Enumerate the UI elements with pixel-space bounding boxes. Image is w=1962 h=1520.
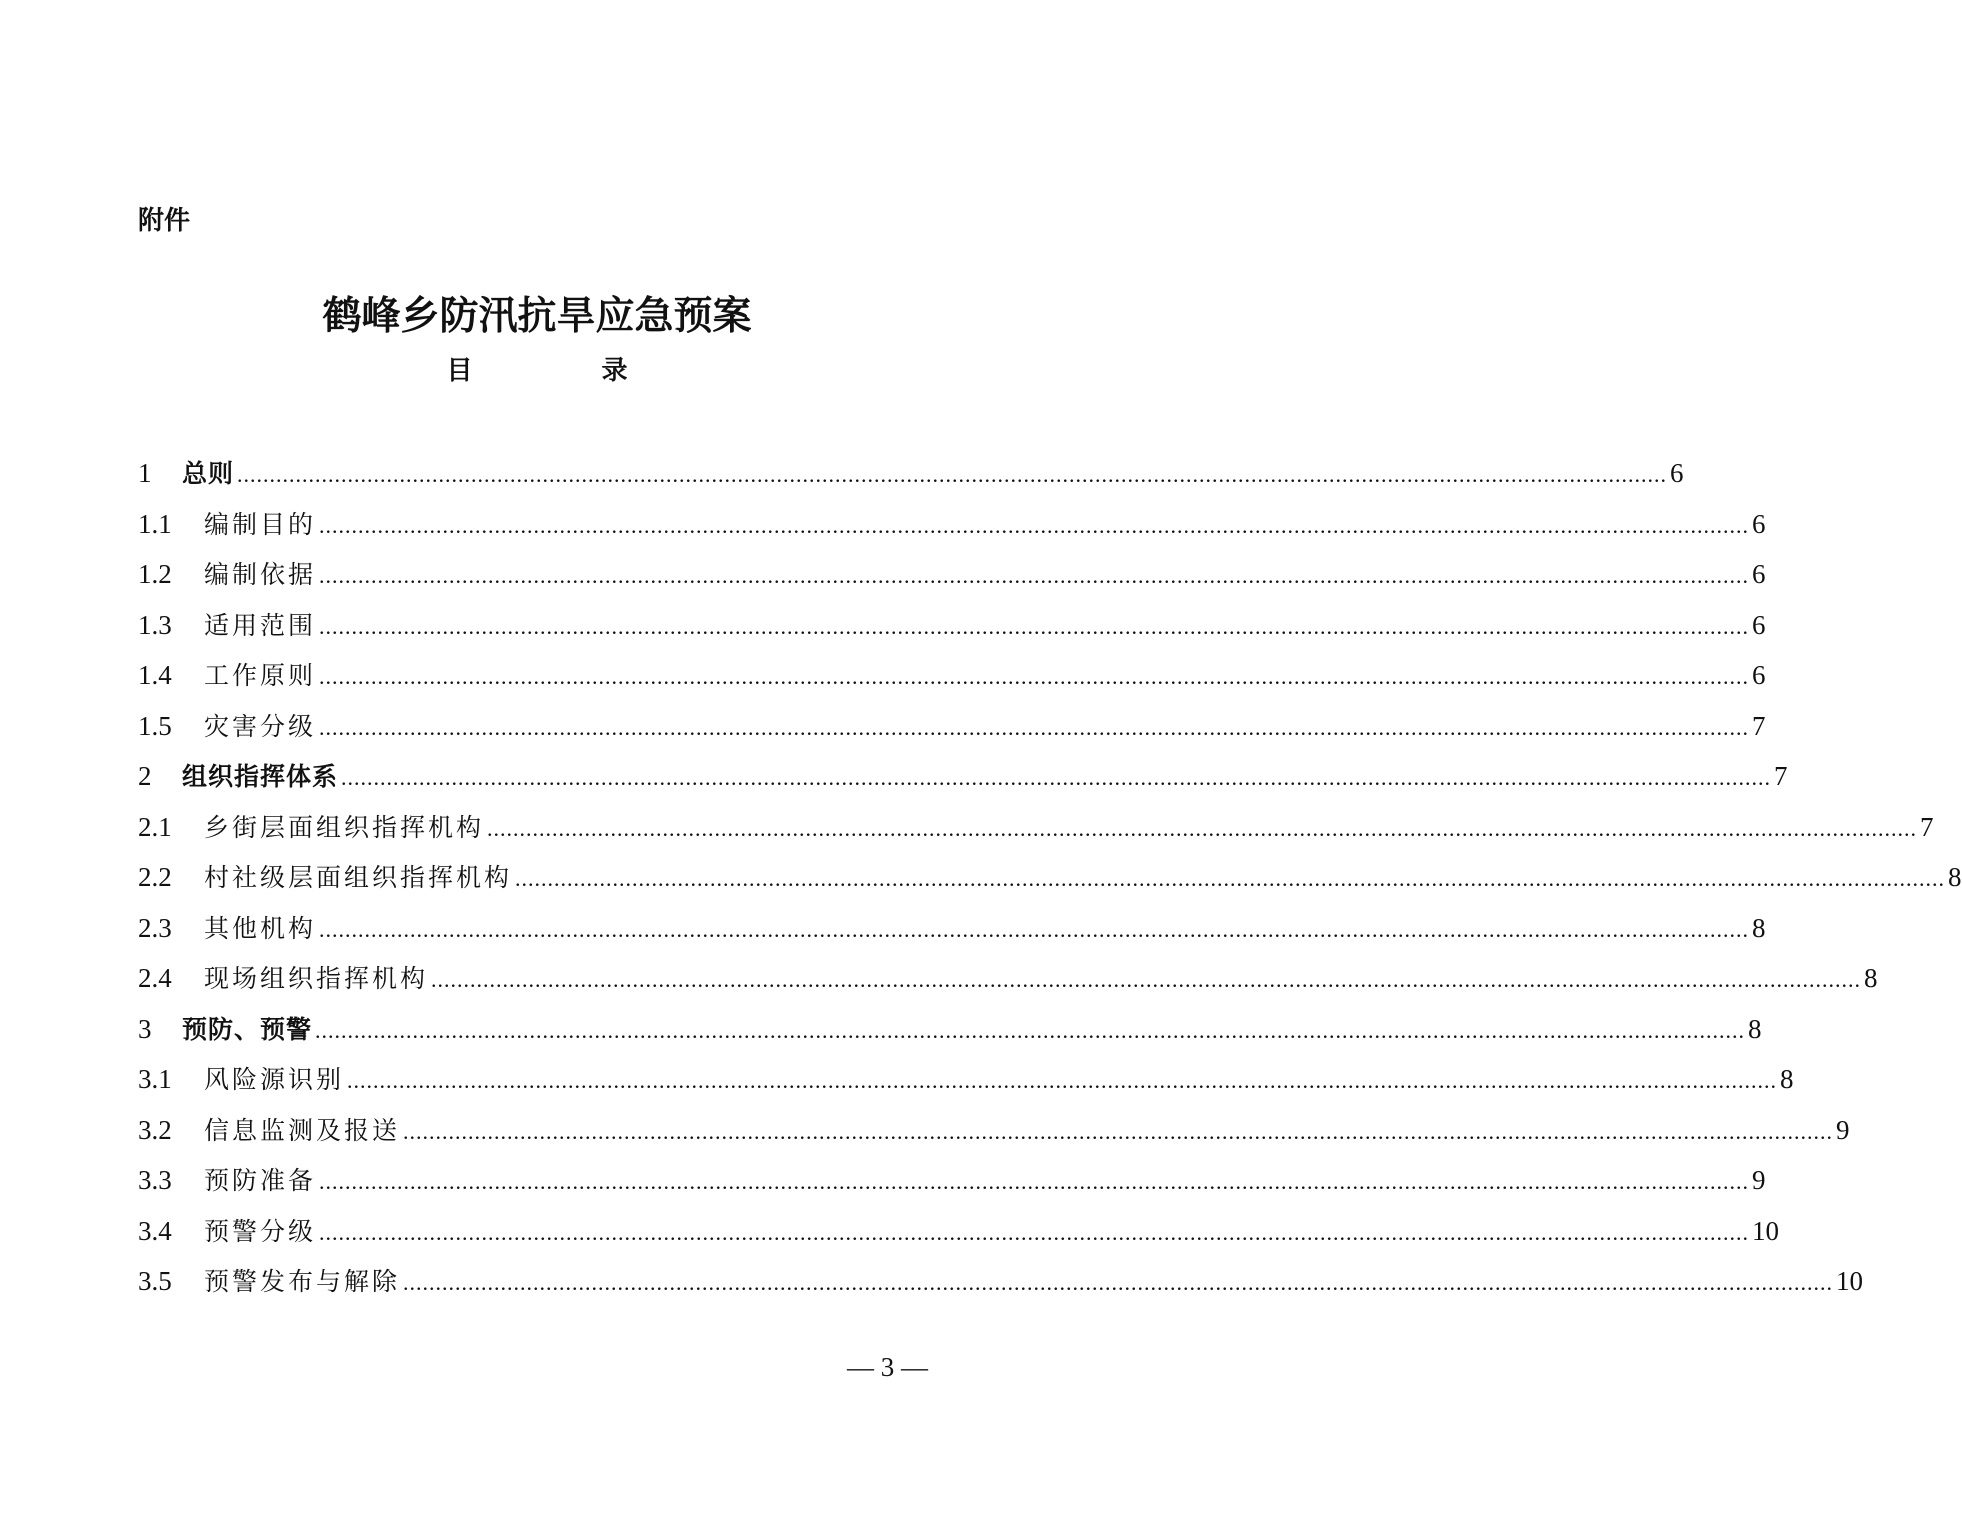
- toc-heading: 目 录: [446, 356, 688, 386]
- toc-entry-number: 2: [138, 761, 152, 791]
- toc-entry-page: 8: [1780, 1064, 1794, 1094]
- toc-entry-number: 3.5: [138, 1266, 172, 1296]
- dot-leader: ............................................................................................................................................................................................................................: [315, 1017, 1746, 1043]
- toc-entry-page: 9: [1836, 1114, 1850, 1145]
- toc-entry-number: 3.3: [138, 1165, 172, 1195]
- dot-leader: ............................................................................................................................................................................................................................: [319, 563, 1750, 588]
- toc-entry-label: 其他机构: [204, 913, 317, 943]
- toc-entry[interactable]: [138, 958, 1878, 1009]
- dot-leader: ............................................................................................................................................................................................................................: [319, 714, 1750, 740]
- toc-entry[interactable]: [138, 1009, 1762, 1060]
- toc-entry-label: 风险源识别: [204, 1065, 345, 1094]
- dot-leader: ............................................................................................................................................................................................................................: [403, 1118, 1834, 1144]
- toc-entry-page: 8: [1864, 963, 1878, 993]
- toc-entry-page: 6: [1752, 609, 1766, 640]
- dot-leader: ............................................................................................................................................................................................................................: [319, 1169, 1750, 1194]
- toc-entry-label: 编制目的: [204, 509, 317, 539]
- page-number: — 3 —: [847, 1352, 928, 1382]
- attachment-label: 附件: [138, 206, 191, 236]
- toc-entry-number: 2.4: [138, 963, 172, 993]
- toc-entry[interactable]: [138, 1160, 1766, 1211]
- toc-entry-number: 3.4: [138, 1215, 172, 1246]
- toc-entry[interactable]: [138, 1261, 1864, 1312]
- toc-entry-label: 预防准备: [204, 1166, 317, 1195]
- dot-leader: ............................................................................................................................................................................................................................: [319, 512, 1750, 538]
- toc-entry-page: 6: [1752, 559, 1766, 589]
- toc-entry-page: 6: [1670, 458, 1684, 488]
- toc-entry-page: 10: [1836, 1266, 1864, 1296]
- toc-entry-label: 预警分级: [204, 1216, 317, 1246]
- toc-entry-page: 8: [1748, 1013, 1762, 1044]
- toc-entry-number: 3: [138, 1013, 152, 1044]
- toc-entry-number: 1.2: [138, 559, 172, 589]
- toc-entry-label: 预防、预警: [182, 1014, 313, 1044]
- toc-entry[interactable]: [138, 807, 1934, 858]
- dot-leader: ............................................................................................................................................................................................................................: [319, 613, 1750, 639]
- toc-entry-page: 6: [1752, 508, 1766, 539]
- dot-leader: ............................................................................................................................................................................................................................: [319, 664, 1750, 689]
- dot-leader: ............................................................................................................................................................................................................................: [341, 765, 1772, 790]
- toc-entry-page: 8: [1752, 912, 1766, 943]
- toc-entry[interactable]: [138, 655, 1766, 706]
- toc-entry-page: 7: [1774, 761, 1788, 791]
- toc-entry-number: 1.5: [138, 710, 172, 741]
- toc-entry-number: 2.3: [138, 912, 172, 943]
- dot-leader: ............................................................................................................................................................................................................................: [347, 1068, 1778, 1093]
- toc-entry-number: 3.2: [138, 1114, 172, 1145]
- toc-entry-page: 10: [1752, 1215, 1780, 1246]
- dot-leader: ............................................................................................................................................................................................................................: [515, 866, 1946, 891]
- toc-entry[interactable]: [138, 605, 1766, 656]
- dot-leader: ............................................................................................................................................................................................................................: [431, 967, 1862, 992]
- toc-entry-number: 3.1: [138, 1064, 172, 1094]
- toc-entry-page: 7: [1920, 811, 1934, 842]
- toc-entry[interactable]: [138, 504, 1766, 555]
- toc-entry[interactable]: [138, 554, 1766, 605]
- table-of-contents: [138, 453, 1962, 1312]
- toc-entry-label: 村社级层面组织指挥机构: [204, 863, 513, 892]
- toc-entry[interactable]: [138, 706, 1766, 757]
- dot-leader: ............................................................................................................................................................................................................................: [319, 916, 1750, 942]
- dot-leader: ............................................................................................................................................................................................................................: [403, 1270, 1834, 1295]
- toc-entry-label: 编制依据: [204, 560, 317, 589]
- toc-entry-label: 预警发布与解除: [204, 1267, 401, 1296]
- dot-leader: ............................................................................................................................................................................................................................: [319, 1219, 1750, 1245]
- toc-entry[interactable]: [138, 1059, 1794, 1110]
- toc-entry-page: 9: [1752, 1165, 1766, 1195]
- dot-leader: ............................................................................................................................................................................................................................: [237, 462, 1668, 487]
- toc-entry-label: 工作原则: [204, 661, 317, 690]
- toc-entry-page: 6: [1752, 660, 1766, 690]
- toc-entry[interactable]: [138, 1110, 1850, 1161]
- toc-entry-label: 总则: [182, 459, 235, 488]
- toc-entry-label: 现场组织指挥机构: [204, 964, 429, 993]
- document-title: 鹤峰乡防汛抗旱应急预案: [322, 293, 752, 339]
- toc-entry[interactable]: [138, 453, 1684, 504]
- toc-entry-label: 乡街层面组织指挥机构: [204, 812, 485, 842]
- toc-entry[interactable]: [138, 857, 1962, 908]
- dot-leader: ............................................................................................................................................................................................................................: [487, 815, 1918, 841]
- toc-entry-number: 1: [138, 458, 152, 488]
- toc-entry-number: 2.1: [138, 811, 172, 842]
- toc-entry-page: 7: [1752, 710, 1766, 741]
- toc-entry[interactable]: [138, 908, 1766, 959]
- toc-entry-label: 信息监测及报送: [204, 1115, 401, 1145]
- toc-entry[interactable]: [138, 1211, 1780, 1262]
- toc-entry-label: 灾害分级: [204, 711, 317, 741]
- toc-entry-number: 1.3: [138, 609, 172, 640]
- toc-entry-page: 8: [1948, 862, 1962, 892]
- toc-entry-number: 1.4: [138, 660, 172, 690]
- toc-entry[interactable]: [138, 756, 1788, 807]
- toc-entry-number: 1.1: [138, 508, 172, 539]
- toc-entry-number: 2.2: [138, 862, 172, 892]
- toc-entry-label: 组织指挥体系: [182, 762, 339, 791]
- toc-entry-label: 适用范围: [204, 610, 317, 640]
